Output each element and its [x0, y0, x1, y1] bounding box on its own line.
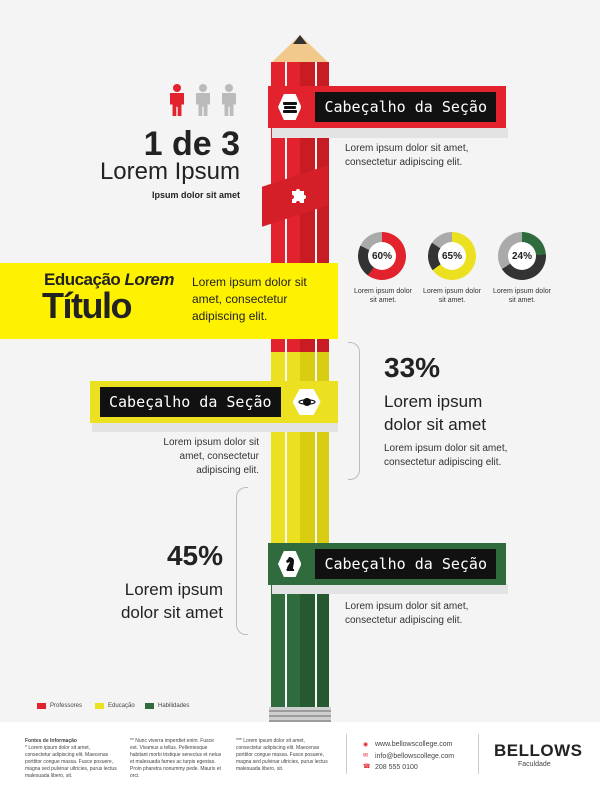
section-text: Lorem ipsum dolor sit amet, consectetur adipiscing elit.: [345, 143, 469, 168]
stat-main-label: Lorem Ipsum: [99, 158, 240, 185]
section-header-1: [268, 86, 506, 128]
donut-caption: Lorem ipsum dolor sit amet.: [423, 288, 481, 304]
globe-icon: ◉: [363, 742, 369, 748]
section-text: Lorem ipsum dolor sit amet, consectetur adipiscing elit.: [345, 601, 469, 626]
brand-logo: BELLOWS: [494, 741, 583, 760]
donut-label: 24%: [508, 242, 536, 270]
phone-icon: ☎: [363, 764, 371, 770]
title-text: Lorem ipsum dolor sit amet, consectetur adipiscing elit.: [192, 275, 307, 323]
donut-caption: Lorem ipsum dolor sit amet.: [354, 288, 412, 304]
title-line1-a: Educação: [44, 270, 121, 289]
footer-website[interactable]: www.bellowscollege.com: [375, 741, 453, 748]
legend-label: Educação: [108, 703, 135, 709]
legend-swatch-yellow: [95, 703, 104, 709]
stat33-value: 33%: [384, 352, 441, 383]
legend-label: Professores: [50, 703, 83, 709]
section-heading: Cabeçalho da Seção: [100, 387, 281, 417]
pencil-lead: [293, 35, 307, 44]
person-icon-active: [170, 84, 184, 116]
chess-knight-icon: [278, 551, 301, 577]
stat33-text: Lorem ipsum dolor sit amet, consectetur adipiscing elit.: [384, 443, 508, 468]
title-line1-b: Lorem: [124, 270, 175, 289]
section-heading: Cabeçalho da Seção: [315, 92, 496, 122]
planet-icon: [293, 389, 321, 415]
footer-sources-title: Fontes de Informação: [25, 738, 77, 744]
donut-chart-1: [358, 232, 406, 280]
footer-phone: 208 555 0100: [375, 764, 418, 771]
section-text: Lorem ipsum dolor sit amet, consectetur adipiscing elit.: [163, 437, 259, 476]
stat-main-value: 1 de 3: [143, 125, 240, 163]
legend-label: Habilidades: [158, 703, 190, 709]
footer-note-1: * Lorem ipsum dolor sit amet, consectetur adipiscing elit. Maecenas porttitor congue massa. Fusce posuere, magna sed pulvinar ultricies, purus lectus malesuada libero, sit.: [25, 745, 117, 779]
section-heading: Cabeçalho da Seção: [315, 549, 496, 579]
book-icon: [278, 94, 301, 120]
stat45-value: 45%: [166, 540, 223, 571]
puzzle-icon: [289, 185, 309, 205]
footer-note-3: *** Lorem ipsum dolor sit amet, consectetur adipiscing elit. Maecenas porttitor congue massa. Fusce posuere, magna sed pulvinar ultricies, purus lectus malesuada libero, sit.: [236, 738, 328, 772]
title-main: Título: [42, 285, 131, 326]
footer-email[interactable]: info@bellowscollege.com: [375, 753, 455, 760]
person-icon: [196, 84, 210, 116]
email-icon: ✉: [363, 753, 369, 759]
legend-swatch-green: [145, 703, 154, 709]
donut-label: 60%: [368, 242, 396, 270]
section-header-3: [268, 543, 506, 585]
footer-divider: [346, 734, 347, 774]
legend-swatch-red: [37, 703, 46, 709]
stat-main-sub: Ipsum dolor sit amet: [151, 190, 240, 200]
brace-right: [348, 342, 360, 480]
donut-chart-3: [498, 232, 546, 280]
stat45-label: Lorem ipsum dolor sit amet: [120, 580, 223, 622]
stat33-label: Lorem ipsum dolor sit amet: [384, 392, 487, 434]
section-header-2: [90, 381, 338, 423]
donut-caption: Lorem ipsum dolor sit amet.: [493, 288, 551, 304]
brace-left: [236, 487, 248, 635]
footer-note-2: ** Nunc viverra imperdiet enim. Fusce est. Vivamus a tellus. Pellentesque habitant morbi tristique senectus et netus et malesuada fames ac turpis egestas. Proin pharetra nonummy pede. Mauris et orci.: [130, 738, 222, 779]
brand-sub: Faculdade: [518, 761, 551, 768]
footer-divider: [478, 734, 479, 774]
donut-label: 65%: [438, 242, 466, 270]
person-icon: [222, 84, 236, 116]
donut-chart-2: [428, 232, 476, 280]
